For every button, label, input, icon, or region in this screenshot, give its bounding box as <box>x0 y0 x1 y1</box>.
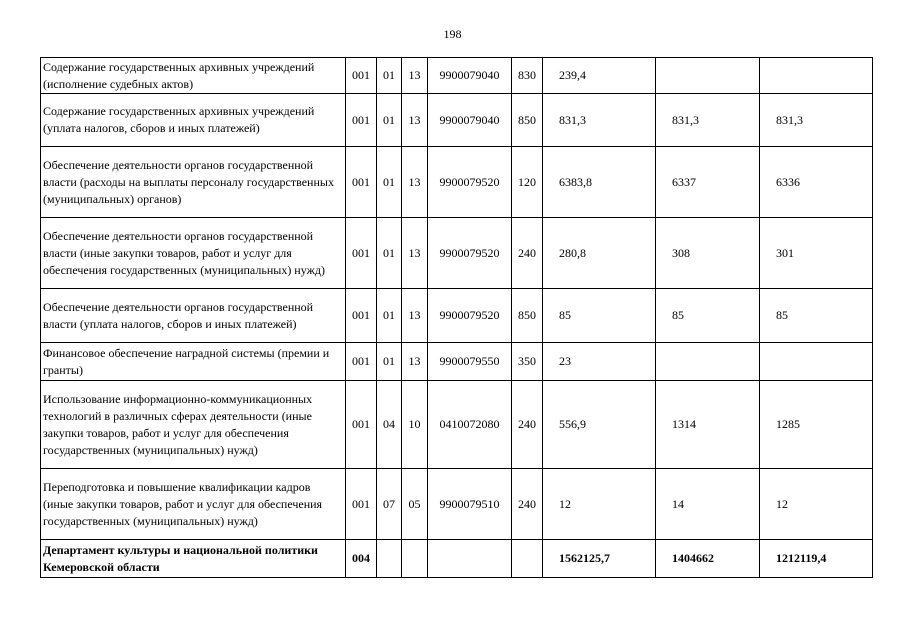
section-code: 07 <box>377 469 402 540</box>
row-name: Использование информационно-коммуникационных технологий в различных сферах деятельности (иные закупки товаров, работ и услуг для обеспечения государственных (муниципальных) нужд) <box>41 381 346 469</box>
target-article-code: 9900079520 <box>428 218 512 289</box>
expense-type-code: 850 <box>512 289 543 343</box>
expense-type-code: 830 <box>512 58 543 94</box>
table-row <box>41 218 873 289</box>
amount-year-1: 6383,8 <box>543 147 656 218</box>
table-row <box>41 381 873 469</box>
amount-year-1: 831,3 <box>543 94 656 147</box>
section-code: 01 <box>377 147 402 218</box>
subsection-code: 13 <box>402 289 428 343</box>
ministry-code: 001 <box>346 381 377 469</box>
section-code: 01 <box>377 343 402 381</box>
table-row <box>41 343 873 381</box>
subsection-code: 13 <box>402 147 428 218</box>
amount-year-2: 1314 <box>656 381 760 469</box>
expense-type-code <box>512 540 543 578</box>
expense-type-code: 240 <box>512 218 543 289</box>
target-article-code <box>428 540 512 578</box>
table-row <box>41 58 873 94</box>
amount-year-2: 6337 <box>656 147 760 218</box>
amount-year-2: 14 <box>656 469 760 540</box>
row-name: Содержание государственных архивных учреждений (уплата налогов, сборов и иных платежей) <box>41 94 346 147</box>
amount-year-3: 831,3 <box>760 94 873 147</box>
table-row <box>41 147 873 218</box>
table-row <box>41 289 873 343</box>
section-code <box>377 540 402 578</box>
row-name: Департамент культуры и национальной политики Кемеровской области <box>41 540 346 578</box>
ministry-code: 001 <box>346 58 377 94</box>
subsection-code: 13 <box>402 58 428 94</box>
target-article-code: 9900079040 <box>428 94 512 147</box>
table-row <box>41 94 873 147</box>
table-row-department-total <box>41 540 873 578</box>
amount-year-3: 1212119,4 <box>760 540 873 578</box>
subsection-code: 10 <box>402 381 428 469</box>
section-code: 01 <box>377 289 402 343</box>
amount-year-3 <box>760 343 873 381</box>
row-name: Переподготовка и повышение квалификации кадров (иные закупки товаров, работ и услуг для обеспечения государственных (муниципальных) нужд) <box>41 469 346 540</box>
page-number: 198 <box>443 27 462 41</box>
amount-year-1: 239,4 <box>543 58 656 94</box>
row-name: Финансовое обеспечение наградной системы (премии и гранты) <box>41 343 346 381</box>
amount-year-2 <box>656 58 760 94</box>
section-code: 04 <box>377 381 402 469</box>
target-article-code: 9900079510 <box>428 469 512 540</box>
amount-year-1: 280,8 <box>543 218 656 289</box>
amount-year-3: 6336 <box>760 147 873 218</box>
amount-year-2: 831,3 <box>656 94 760 147</box>
expense-type-code: 240 <box>512 381 543 469</box>
amount-year-3: 85 <box>760 289 873 343</box>
ministry-code: 001 <box>346 218 377 289</box>
amount-year-1: 1562125,7 <box>543 540 656 578</box>
ministry-code: 001 <box>346 343 377 381</box>
subsection-code: 05 <box>402 469 428 540</box>
expense-type-code: 350 <box>512 343 543 381</box>
amount-year-1: 556,9 <box>543 381 656 469</box>
subsection-code <box>402 540 428 578</box>
section-code: 01 <box>377 94 402 147</box>
table-row <box>41 469 873 540</box>
amount-year-3: 12 <box>760 469 873 540</box>
budget-table <box>40 57 873 578</box>
row-name: Обеспечение деятельности органов государственной власти (уплата налогов, сборов и иных платежей) <box>41 289 346 343</box>
target-article-code: 9900079040 <box>428 58 512 94</box>
amount-year-1: 85 <box>543 289 656 343</box>
amount-year-1: 23 <box>543 343 656 381</box>
section-code: 01 <box>377 218 402 289</box>
subsection-code: 13 <box>402 94 428 147</box>
section-code: 01 <box>377 58 402 94</box>
amount-year-3: 1285 <box>760 381 873 469</box>
row-name: Обеспечение деятельности органов государственной власти (иные закупки товаров, работ и услуг для обеспечения государственных (муниципальных) нужд) <box>41 218 346 289</box>
amount-year-2: 85 <box>656 289 760 343</box>
amount-year-2 <box>656 343 760 381</box>
target-article-code: 9900079550 <box>428 343 512 381</box>
row-name: Содержание государственных архивных учреждений (исполнение судебных актов) <box>41 58 346 94</box>
ministry-code: 004 <box>346 540 377 578</box>
ministry-code: 001 <box>346 469 377 540</box>
expense-type-code: 120 <box>512 147 543 218</box>
subsection-code: 13 <box>402 218 428 289</box>
expense-type-code: 240 <box>512 469 543 540</box>
expense-type-code: 850 <box>512 94 543 147</box>
amount-year-2: 1404662 <box>656 540 760 578</box>
amount-year-1: 12 <box>543 469 656 540</box>
amount-year-3 <box>760 58 873 94</box>
subsection-code: 13 <box>402 343 428 381</box>
row-name: Обеспечение деятельности органов государственной власти (расходы на выплаты персоналу государственных (муниципальных) органов) <box>41 147 346 218</box>
amount-year-3: 301 <box>760 218 873 289</box>
amount-year-2: 308 <box>656 218 760 289</box>
ministry-code: 001 <box>346 147 377 218</box>
ministry-code: 001 <box>346 94 377 147</box>
target-article-code: 9900079520 <box>428 147 512 218</box>
target-article-code: 0410072080 <box>428 381 512 469</box>
ministry-code: 001 <box>346 289 377 343</box>
target-article-code: 9900079520 <box>428 289 512 343</box>
